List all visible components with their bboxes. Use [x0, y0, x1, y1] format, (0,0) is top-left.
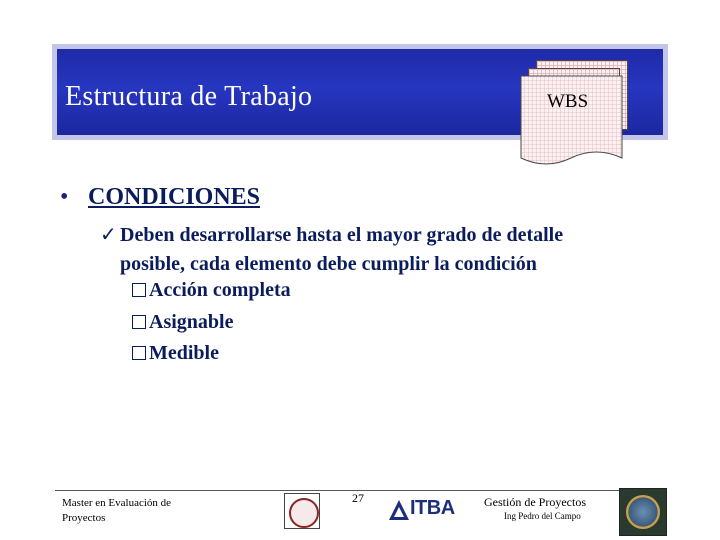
- wbs-label: WBS: [547, 91, 589, 112]
- paragraph-line-2: posible, cada elemento debe cumplir la condición: [120, 253, 537, 275]
- condition-label: Medible: [149, 342, 219, 364]
- wbs-document-illustration: [520, 60, 655, 170]
- condition-item: [132, 342, 219, 365]
- condition-label: Asignable: [149, 311, 234, 333]
- footer-author: Ing Pedro del Campo: [504, 511, 581, 521]
- page-number: 27: [352, 491, 364, 505]
- footer-course: Gestión de Proyectos: [484, 495, 586, 509]
- footer-program-line-1: Master en Evaluación de: [62, 497, 172, 509]
- condition-paragraph: [100, 221, 680, 279]
- condition-label: Acción completa: [149, 279, 291, 301]
- footer-program-line-2: Proyectos: [62, 512, 106, 524]
- heading-bullet: [60, 184, 260, 211]
- condition-item: [132, 311, 233, 334]
- heading-text: CONDICIONES: [88, 184, 261, 210]
- university-seal-icon: [284, 493, 320, 529]
- itba-logo-text: ITBA: [410, 497, 455, 519]
- checkbox-square-icon: [132, 283, 146, 297]
- itba-logo: [388, 496, 468, 522]
- bullet-dot: •: [60, 184, 69, 210]
- itba-emblem-icon: [388, 499, 410, 521]
- condition-item: [132, 279, 291, 302]
- crest-icon: [619, 488, 667, 536]
- wbs-front-sheet: [520, 60, 655, 170]
- checkbox-square-icon: [132, 315, 146, 329]
- paragraph-line-1: Deben desarrollarse hasta el mayor grado de detalle: [120, 224, 564, 246]
- footer-program: [62, 496, 202, 526]
- slide-title: Estructura de Trabajo: [65, 81, 313, 112]
- check-icon: ✓: [100, 224, 117, 246]
- checkbox-square-icon: [132, 346, 146, 360]
